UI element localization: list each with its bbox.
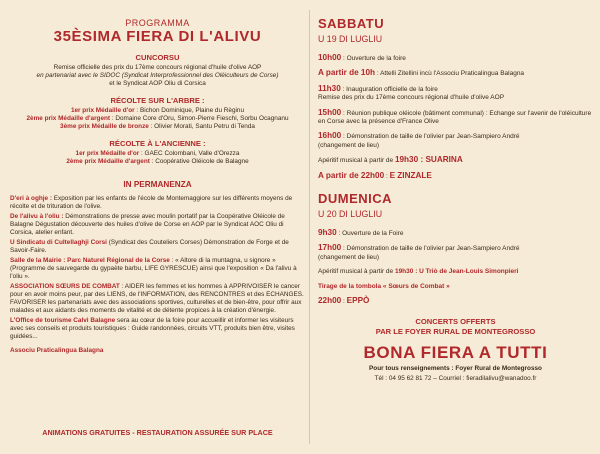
permanenza-item-text: sera au cœur de la foire pour accueillir et informer les visiteurs avec ses conseils et produits touristiques : Guide randonnées, circuits VTT, produits bien être, visites guidées... (10, 317, 295, 340)
event-highlight: E ZINZALE (389, 170, 432, 180)
left-footer: ANIMATIONS GRATUITES - RESTAURATION ASSURÉE SUR PLACE (42, 428, 273, 437)
right-column (318, 8, 593, 448)
event-item (318, 109, 593, 127)
date-sabbatu: U 19 DI LUGLIU (318, 34, 383, 44)
left-column (10, 8, 305, 448)
permanenza-item-head: D'eri à oghje : (10, 195, 53, 202)
event-text: : (341, 298, 347, 306)
event-time: 16h00 (318, 131, 342, 141)
prize-label: 1er prix Médaille d'or (70, 107, 135, 114)
event-time: 17h00 (318, 243, 342, 253)
permanenza-item-text: Démonstrations de presse avec moulin portatif par la Coopérative Oléicole de Balagne Dégustation découverte des huiles d'olive de Corse en AOP par le Syndicat AOC Oliu di Corsica, atelier enfant. (10, 213, 285, 236)
event-time: 11h30 (318, 83, 341, 93)
event-text: Apéritif musical à partir de (318, 157, 395, 165)
prize-value: : Domaine Core d'Oru, Simon-Pierre Fieschi, Sorbu Ocagnanu (110, 115, 289, 122)
event-highlight: EPPÒ (346, 296, 370, 306)
ancienne-heading: RÉCOLTE À L'ANCIENNE : (109, 139, 206, 148)
event-highlight: 19h30 : SUARINA (394, 155, 463, 165)
permanenza-heading: IN PERMANENZA (123, 180, 192, 189)
event-text: : Inauguration officielle de la foire Remise des prix du 17ème concours régional d'huile d'olive AOP (318, 85, 505, 102)
permanenza-item (10, 317, 305, 341)
event-time: A partir de 22h00 (318, 170, 385, 180)
prize-label: 2ème prix Médaille d'argent (66, 158, 150, 165)
permanenza-item-head: L'Office de tourisme Calvi Balagne (10, 317, 116, 324)
permanenza-item-head: Salle de la Mairie : Parc Naturel Régional de la Corse (10, 257, 170, 264)
contact-heading: Pour tous renseignements : Foyer Rural de Montegrosso (369, 364, 542, 372)
prize-row (10, 158, 305, 166)
association-credit: Associu Praticalingua Balagna (10, 347, 104, 354)
prize-value: : GAEC Colombani, Valle d'Orezza (139, 150, 240, 157)
permanenza-item-head: U Sindicatu di Cultellaghji Corsi (10, 239, 107, 246)
prize-label: 3ème prix Médaille de bronze (60, 123, 149, 130)
prize-row (10, 123, 305, 131)
ancienne-prizes (10, 150, 305, 166)
event-item (318, 297, 593, 306)
prize-value: : Bichon Dominique, Plaine du Règinu (134, 107, 245, 114)
prize-row (10, 115, 305, 123)
closing-title: BONA FIERA A TUTTI (363, 342, 548, 362)
event-time: 10h00 (318, 53, 342, 62)
day-dumenica: DUMENICA (318, 191, 393, 207)
event-text: : Ouverture de la Foire (336, 230, 404, 238)
cuncorsu-text (10, 64, 305, 88)
event-text: : Démonstration de taille de l'olivier par Jean-Sampiero André (changement de lieu) (318, 245, 520, 261)
permanenza-item-head: ASSOCIATION SŒURS DE COMBAT (10, 283, 120, 290)
prize-value: : Coopérative Oléicole de Balagne (149, 158, 249, 165)
event-item (318, 283, 593, 291)
event-highlight: 19h30 : U Triò de Jean-Louis Simonpieri (394, 268, 519, 276)
cuncorsu-heading: CUNCORSU (135, 53, 180, 62)
day-sabbatu: SABBATU (318, 16, 385, 31)
event-item (318, 132, 593, 150)
event-item (318, 244, 593, 262)
page-title: 35ÈSIMA FIERA DI L'ALIVU (53, 28, 262, 45)
event-item (318, 268, 593, 276)
programme-label: PROGRAMMA (125, 18, 190, 28)
date-dumenica: U 20 DI LUGLIU (318, 209, 383, 220)
permanenza-item-text: (Syndicat des Couteliers Corses) Démonstration de Forge et de Savoir-Faire. (10, 239, 289, 254)
arbre-prizes (10, 107, 305, 131)
prize-label: 1er prix Médaille d'or (75, 150, 140, 157)
cuncorsu-line: et le Syndicat AOP Oliu di Corsica (109, 80, 206, 87)
event-item (318, 156, 593, 165)
event-text: : Démonstration de taille de l'olivier par Jean-Sampiero André (changement de lieu) (318, 133, 520, 149)
arbre-heading: RÉCOLTE SUR L'ARBRE : (110, 96, 205, 105)
prize-row (10, 107, 305, 115)
permanenza-item (10, 283, 305, 315)
prize-label: 2ème prix Médaille d'argent (26, 115, 111, 122)
event-item (318, 229, 593, 238)
permanenza-item-text: Exposition par les enfants de l'école de Montemaggiore sur les différents moyens de récolte et de trituration de l'olive. (10, 195, 293, 210)
permanenza-item (10, 257, 305, 281)
event-time: 22h00 (318, 296, 342, 306)
permanenza-item (10, 195, 305, 211)
event-text: : Ouverture de la foire (341, 55, 406, 62)
column-divider (309, 10, 310, 444)
event-time: 15h00 (318, 107, 342, 117)
cuncorsu-line: en partenariat avec le SIDOC (Syndicat Interprofessionnel des Oléiculteurs de Corse) (36, 72, 279, 79)
event-item (318, 85, 593, 103)
event-item (318, 172, 593, 181)
event-item (318, 69, 593, 78)
event-highlight: Tirage de la tombola « Sœurs de Combat » (318, 282, 450, 290)
permanenza-item-text: : AIDER les femmes et les hommes à APPRIVOISER le cancer pour en avoir moins peur, par des LIENS, de l'INFORMATION, des RENCONTRES et des ECHANGES. FAVORISER les partenariats avec des associations sportives, culturelles et de bien-être, pour offrir aux malades et aux aidants des moments de vitalité et de détente propices à la création d'énergie. (10, 283, 304, 314)
prize-row (10, 150, 305, 158)
prize-value: : Olivier Morati, Santu Petru di Tenda (148, 123, 255, 130)
permanenza-item-head: De l'alivu à l'oliu : (10, 213, 64, 220)
event-text: : Attelli Zitellini incù l'Associu Praticalingua Balagna (375, 70, 525, 78)
event-item (318, 54, 593, 63)
event-time: 9h30 (318, 228, 337, 238)
permanenza-item-text: : « Altore di la muntagna, u signore » (Programme de sauvegarde du gypaète barbu, LIFE GYRESCUE) ainsi que l'exposition « Da l'alivu à l'oliu ». (10, 257, 297, 280)
event-time: A partir de 10h (318, 68, 376, 78)
event-text: Apéritif musical à partir de (318, 268, 395, 276)
event-text: : Réunion publique oléicole (bâtiment communal) : Echange sur l'avenir de l'oléiculture en Corse avec la présence d'France Olive (318, 109, 592, 126)
concerts-notice: CONCERTS OFFERTS PAR LE FOYER RURAL DE MONTEGROSSO (375, 316, 536, 336)
cuncorsu-line: Remise officielle des prix du 17ème concours régional d'huile d'olive AOP (53, 64, 262, 71)
contact-line: Tél : 04 95 62 81 72 – Courriel : fieradilalivu@wanadoo.fr (374, 374, 537, 382)
permanenza-item (10, 213, 305, 237)
event-text: : (384, 172, 390, 180)
permanenza-item (10, 239, 305, 255)
